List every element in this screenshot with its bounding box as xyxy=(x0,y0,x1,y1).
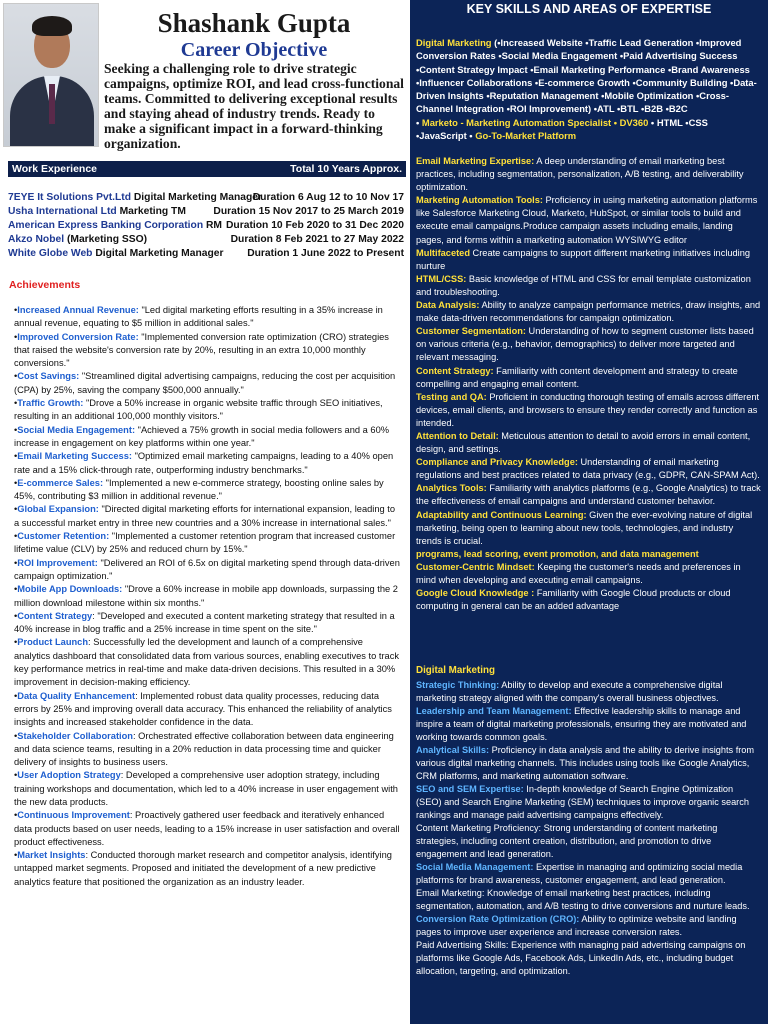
skills-lead: Digital Marketing xyxy=(416,37,495,48)
achievement-item: •Improved Conversion Rate: "Implemented conversion rate optimization (CRO) strategies that raised the website's conversion rate by 20%, resulting in an extra 10,000 monthly conversions." xyxy=(14,331,389,369)
job-row xyxy=(8,220,406,233)
dm-item: Content Marketing Proficiency: Strong understanding of content marketing strategies, including content creation, distribution, and promotion to drive engagement and lead generation. xyxy=(416,823,718,859)
job-row xyxy=(8,206,406,219)
job-company: American Express Banking Corporation xyxy=(8,220,204,231)
profile-photo xyxy=(3,3,99,147)
achievement-item: •Cost Savings: "Streamlined digital advertising campaigns, reducing the cost per acquisition (CPA) by 25%, saving the company $500,000 annually." xyxy=(14,371,396,395)
work-experience-bar xyxy=(8,161,406,177)
expertise-item: Content Strategy: Familiarity with content development and strategy to create compelling and engaging email content. xyxy=(416,365,738,389)
achievement-item: •Increased Annual Revenue: "Led digital marketing efforts resulting in a 35% increase in annual revenue, equating to $5 million in additional sales." xyxy=(14,305,383,329)
expertise-item: Google Cloud Knowledge : Familiarity with Google Cloud products or cloud computing in general can be an added advantage xyxy=(416,588,731,612)
job-role: RM xyxy=(203,220,222,231)
job-company: Akzo Nobel xyxy=(8,234,65,245)
achievement-item: •User Adoption Strategy: Developed a comprehensive user adoption strategy, including training workshops and documentation, which led to a 40% increase in user engagement with the new data products. xyxy=(14,770,398,807)
job-duration: Duration 6 Aug 12 to 10 Nov 17 xyxy=(252,192,404,203)
objective-heading: Career Objective xyxy=(180,39,328,61)
achievements-list xyxy=(14,304,400,889)
expertise-item: Multifaceted Create campaigns to support different marketing initiatives including nurture xyxy=(416,247,751,271)
expertise-list xyxy=(416,155,761,613)
dm-item: Paid Advertising Skills: Experience with managing paid advertising campaigns on platforms like Google Ads, Facebook Ads, LinkedIn Ads, etc., including budget allocation, targeting, and optimization. xyxy=(416,940,746,976)
digital-marketing-list xyxy=(416,679,761,978)
dm-item: Social Media Management: Expertise in managing and optimizing social media platforms for brand awareness, customer engagement, and lead generation. xyxy=(416,862,743,885)
job-row xyxy=(8,192,406,205)
expertise-item: Marketing Automation Tools: Proficiency in using marketing automation platforms like Salesforce Marketing Cloud, Marketo, HubSpot, or similar tools to build and execute email campaigns.Produce campaign assets including emails, landing pages, and forms within a marketing automation WYSIWYG editor xyxy=(416,195,758,245)
skills-heading: KEY SKILLS AND AREAS OF EXPERTISE xyxy=(466,2,712,16)
expertise-item: Compliance and Privacy Knowledge: Understanding of email marketing regulations and best practices related to data privacy (e.g., GDPR, CAN-SPAM Act). xyxy=(416,457,760,481)
achievement-item: •Social Media Engagement: "Achieved a 75% growth in social media followers and a 60% increase in engagement on key platforms within one year." xyxy=(14,424,390,448)
skills-panel xyxy=(410,0,768,1024)
job-duration: Duration 15 Nov 2017 to 25 March 2019 xyxy=(213,206,404,217)
achievement-item: •Data Quality Enhancement: Implemented robust data quality processes, reducing data errors by 25% and improving overall data accuracy. This enhanced the reliability of analytics insights and increased stakeholder confidence in the data. xyxy=(14,690,392,728)
achievement-item: •E-commerce Sales: "Implemented a new e-commerce strategy, boosting online sales by 45%, contributing $3 million in additional revenue." xyxy=(14,477,384,502)
expertise-item: Customer-Centric Mindset: Keeping the customer's needs and preferences in mind when developing and executing email campaigns. xyxy=(416,561,741,585)
achievement-item: •Mobile App Downloads: "Drove a 60% increase in mobile app downloads, surpassing the 2 million download milestone within six months." xyxy=(14,584,398,608)
job-company: 7EYE It Solutions Pvt.Ltd xyxy=(8,192,131,203)
gtm-skill: Go-To-Market Platform xyxy=(475,130,577,142)
expertise-item: Attention to Detail: Meticulous attention to detail to avoid errors in email content, design, and settings. xyxy=(416,430,751,455)
job-role: Marketing TM xyxy=(116,206,186,217)
expertise-item: Adaptability and Continuous Learning: Given the ever-evolving nature of digital marketing, being open to learning about new tools, technologies, and industry trends is crucial. xyxy=(416,509,753,546)
achievement-item: •Stakeholder Collaboration: Orchestrated effective collaboration between data engineering and data science teams, resulting in a 20% reduction in data processing time and quicker delivery of insights to business users. xyxy=(14,730,394,768)
job-company: Usha International Ltd xyxy=(8,206,117,217)
expertise-item: Testing and QA: Proficient in conducting thorough testing of emails across different devices, email clients, and browsers to ensure they render correctly and function as intended. xyxy=(416,391,760,428)
job-row xyxy=(8,248,406,261)
achievement-item: •Content Strategy: "Developed and executed a content marketing strategy that resulted in a 40% increase in blog traffic and a 25% increase in time spent on the site." xyxy=(14,610,395,635)
dm-item: Email Marketing: Knowledge of email marketing best practices, including segmentation, automation, and A/B testing to drive conversions and nurture leads. xyxy=(416,888,750,911)
dm-item: Strategic Thinking: Ability to develop and execute a comprehensive digital marketing strategy aligned with the company's overall business objectives. xyxy=(416,680,723,703)
expertise-item: HTML/CSS: Basic knowledge of HTML and CSS for email template customization and troubleshooting. xyxy=(416,273,751,297)
total-experience: Total 10 Years Approx. xyxy=(290,163,402,175)
candidate-name: Shashank Gupta xyxy=(157,8,351,38)
achievement-item: •Market Insights: Conducted thorough market research and competitor analysis, identifying untapped market segments. Proposed and initiated the development of a new predictive analytics feature that positioned the organization as an industry leader. xyxy=(14,850,392,887)
dm-item: Leadership and Team Management: Effective leadership skills to manage and inspire a team of digital marketing professionals, ensuring they are motivated and working towards common goals. xyxy=(416,706,747,742)
marketo-skill: Marketo - Marketing Automation Specialist • DV360 xyxy=(421,116,649,128)
achievement-item: •Customer Retention: "Implemented a customer retention program that increased customer lifetime value (CLV) by 25% and reduced churn by 15%." xyxy=(14,531,396,555)
dm-item: SEO and SEM Expertise: In-depth knowledge of Search Engine Optimization (SEO) and Search Engine Marketing (SEM) techniques to improve organic search rankings and manage paid advertising campaigns effectively. xyxy=(416,784,749,820)
job-role: (Marketing SSO) xyxy=(64,234,148,245)
achievement-item: •Continuous Improvement: Proactively gathered user feedback and iteratively enhanced data products based on user needs, leading to a 15% increase in user satisfaction and overall product effectiveness. xyxy=(14,810,400,847)
job-duration: Duration 1 June 2022 to Present xyxy=(247,248,404,259)
expertise-item: Data Analysis: Ability to analyze campaign performance metrics, draw insights, and make data-driven recommendations for campaign optimization. xyxy=(416,300,761,324)
job-duration: Duration 8 Feb 2021 to 27 May 2022 xyxy=(230,234,404,245)
expertise-item: Email Marketing Expertise: A deep understanding of email marketing best practices, including segmentation, personalization, A/B testing, and deliverability optimization. xyxy=(416,156,744,193)
dm-item: Conversion Rate Optimization (CRO): Ability to optimize website and landing pages to improve user experience and increase conversion rates. xyxy=(416,914,737,937)
job-row xyxy=(8,234,406,247)
work-experience-label: Work Experience xyxy=(12,163,98,175)
job-duration: Duration 10 Feb 2020 to 31 Dec 2020 xyxy=(226,220,404,231)
expertise-item: Customer Segmentation: Understanding of how to segment customer lists based on various criteria (e.g., behavior, demographics) to deliver more targeted and relevant messaging. xyxy=(416,326,754,363)
achievement-item: •Traffic Growth: "Drove a 50% increase in organic website traffic through SEO initiatives, resulting in an additional 100,000 monthly visitors." xyxy=(14,398,383,422)
achievements-heading: Achievements xyxy=(9,279,81,291)
key-skills-block: Digital Marketing (•Increased Website •Traffic Lead Generation •Improved Conversion Rates •Social Media Engagement •Paid Advertising Success •Content Strategy Impact •Email Marketing Performance •Brand Awareness •Influencer Collaborations •E-commerce Growth •Community Building •Data-Driven Insights •Reputation Management •Mobile Optimization •Cross-Channel Integration •ROI Improvement) •ATL •BTL •B2B •B2C • Marketo - Marketing Automation Specialist • DV360 • HTML •CSS •JavaScript • Go-To-Market Platform xyxy=(416,37,757,142)
job-role: Digital Marketing Manager xyxy=(92,248,224,259)
achievement-item: •Product Launch: Successfully led the development and launch of a comprehensive analytics dashboard that consolidated data from various sources, enabling executives to track key performance metrics in real-time and make data-driven decisions. This resulted in a 30% improvement in decision-making efficiency. xyxy=(14,637,400,688)
expertise-item: programs, lead scoring, event promotion, and data management xyxy=(416,548,699,559)
achievement-item: •Email Marketing Success: "Optimized email marketing campaigns, leading to a 40% open rate and a 15% click-through rate, outperforming industry benchmarks." xyxy=(14,451,394,475)
achievement-item: •Global Expansion: "Directed digital marketing efforts for international expansion, leading to a successful market entry in three new countries and a 30% increase in international sales." xyxy=(14,504,396,528)
objective-text: Seeking a challenging role to drive strategic campaigns, optimize ROI, and lead cross-functional teams. Committed to delivering exceptional results and staying ahead of industry trends. Ready to make a significant impact in a forward-thinking organization. xyxy=(104,61,404,151)
digital-marketing-heading: Digital Marketing xyxy=(416,665,495,676)
job-company: White Globe Web xyxy=(8,248,93,259)
job-role: Digital Marketing Manager xyxy=(131,192,263,203)
dm-item: Analytical Skills: Proficiency in data analysis and the ability to derive insights from various digital marketing channels. This includes using tools like Google Analytics, CRM platforms, and marketing automation software. xyxy=(416,745,755,781)
achievement-item: •ROI Improvement: "Delivered an ROI of 6.5x on digital marketing spend through data-driven campaign optimization." xyxy=(14,557,400,581)
skills-list: (•Increased Website •Traffic Lead Generation •Improved Conversion Rates •Social Media Engagement •Paid Advertising Success •Content Strategy Impact •Email Marketing Performance •Brand Awareness •Influencer Collaborations •E-commerce Growth •Community Building •Data-Driven Insights •Reputation Management •Mobile Optimization •Cross-Channel Integration •ROI Improvement) •ATL •BTL •B2B •B2C xyxy=(416,37,757,115)
expertise-item: Analytics Tools: Familiarity with analytics platforms (e.g., Google Analytics) to track the effectiveness of email campaigns and understand customer behavior. xyxy=(416,483,761,507)
